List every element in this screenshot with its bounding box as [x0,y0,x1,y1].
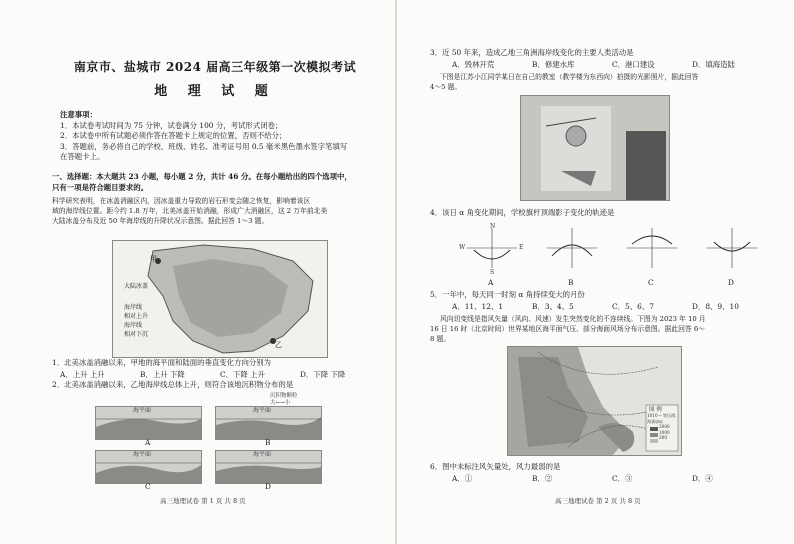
q2-figure-b-label: B [265,438,271,447]
notes-heading: 注意事项： [60,110,97,119]
q68-intro-line: 风向切变线是指风矢量（风向、风速）发生突然变化的不连续线。下图为 2023 年 10 月 [440,315,706,323]
section-intro [52,172,382,193]
note-item: 3．答题前，务必将自己的学校、班级、姓名、准考证号用 0.5 毫米黑色墨水签字笔填写 [60,141,348,151]
classroom-photo-svg [521,96,669,200]
q4-compass-options [452,220,772,278]
q4-option-a-label[interactable]: A [488,278,494,287]
map-legend-isobar: 1010 ─ 等压线 [647,413,676,418]
compass-s-a: S [490,269,495,276]
compass-n-a: N [490,223,496,230]
q6-option-c[interactable]: C．③ [612,474,633,483]
q6-option-d[interactable]: D．④ [692,474,713,483]
map-legend [124,282,174,339]
page-fold [395,0,397,544]
q4-option-b-diagram[interactable] [547,228,597,268]
question-1: 1．北美冰盖消融以来，甲地的海平面和陆面的垂直变化方向分别为 [52,358,272,367]
q68-intro-line: 16 日 16 时（北京时间）世界某地区海平面气压、部分海面风场分布示意图。据此回答 6～ [430,325,705,333]
question-4: 4．该日 α 角变化期间，学校旗杆顶端影子变化的轨迹是 [430,208,615,217]
q1-option-a[interactable]: A．上升 上升 [60,370,105,379]
sediment-legend [270,393,330,407]
q45-intro-line: 4～5 题。 [430,83,462,91]
sediment-legend-title: 沉积物颗粒 [270,393,298,399]
map-legend-title: 图 例 [649,407,662,413]
compass-e-a: E [519,244,524,251]
subject-title: 地 理 试 题 [154,84,276,99]
passage-line: 大陆冰盖分布及近 50 年海岸线的升降状况示意图。据此回答 1～3 题。 [52,217,269,225]
map-legend-items [647,413,675,441]
q2-figure-d-caption: 海平面 [253,451,272,458]
note-item: 1．本试卷考试时间为 75 分钟，试卷满分 100 分，考试形式闭卷； [60,120,283,130]
legend-ice-sheet: 大陆冰盖 [124,283,149,290]
map-legend-2000: 2000 [659,424,670,430]
q2-figure-a-label: A [145,438,151,447]
compass-w-a: W [459,244,466,251]
legend-coast-down-b: 相对下沉 [124,331,149,338]
passage-line: 科学研究表明，在冰盖消融区内，因冰盖重力导致的岩石形变会随之恢复，影响着该区 [52,197,311,205]
q3-option-c[interactable]: C．港口建设 [612,60,655,69]
q2-figure-b-caption: 海平面 [253,407,272,414]
q45-intro-line: 下图是江苏小江同学某日在自己的教室（教学楼为东西向）拍摄的光影照片，据此回答 [440,73,699,81]
legend-coast-up-a: 海岸线 [124,304,143,311]
q4-option-c-label[interactable]: C [648,278,654,287]
passage [52,196,382,226]
q3-option-d[interactable]: D．填海造陆 [692,60,735,69]
q6-option-a[interactable]: A．① [452,474,473,483]
q3-option-b[interactable]: B．修建水库 [532,60,575,69]
page-footer-right: 高三地理试卷 第 2 页 共 8 页 [555,497,641,505]
question-3: 3．近 50 年来，造成乙地三角洲海岸线变化的主要人类活动是 [430,48,634,57]
legend-coast-up-b: 相对上升 [124,313,149,320]
q2-figure-c-caption: 海平面 [133,451,152,458]
q1-option-d[interactable]: D．下降 下降 [300,370,346,379]
q4-option-b-label[interactable]: B [568,278,574,287]
q6-option-b[interactable]: B．② [532,474,553,483]
blackboard [626,131,666,200]
map-legend-elevation: 海拔(m) [647,418,663,424]
q2-figure-d-label: D [265,482,271,491]
q45-intro [430,72,780,92]
q4-option-a-diagram[interactable] [467,228,517,268]
q1-option-c[interactable]: C．下降 上升 [220,370,265,379]
q1-option-b[interactable]: B．上升 下降 [140,370,185,379]
q2-figure-c-label: C [145,482,151,491]
question-2: 2．北美冰盖消融以来，乙地海岸线总体上升，则符合该地沉积物分布的是 [52,380,294,389]
section-intro-line: 只有一项是符合题目要求的。 [52,182,149,192]
exam-title: 南京市、盐城市 2024 届高三年级第一次模拟考试 [73,60,357,74]
label-jia: 甲 [150,255,157,263]
q5-option-a[interactable]: A．11、12、1 [452,302,504,311]
note-item: 在答题卡上。 [60,152,105,162]
label-yi: 乙 [275,341,282,349]
q4-option-d-diagram[interactable] [707,228,757,268]
question-6: 6．图中未标注风矢量处，风力最弱的是 [430,462,561,471]
q5-option-c[interactable]: C．5、6、7 [612,302,654,311]
q2-figure-a-caption: 海平面 [133,407,152,414]
map-legend-1000: 1000 [659,429,670,435]
section-intro-line: 一、选择题：本大题共 23 小题，每小题 2 分，共计 46 分。在每小题给出的四个选项中， [52,172,352,181]
q4-option-c-diagram[interactable] [627,228,677,268]
notes [60,110,380,163]
q5-option-d[interactable]: D．8、9、10 [692,302,739,311]
q3-option-a[interactable]: A．毁林开荒 [452,60,495,69]
map-legend-200: 200 [659,435,667,441]
q4-option-d-label[interactable]: D [728,278,734,287]
sediment-legend-scale: 大←→小 [270,400,291,406]
classroom-photo [520,95,670,201]
legend-coast-down-a: 海岸线 [124,322,143,329]
note-item: 2．本试卷中所有试题必须作答在答题卡上规定的位置，否则不给分； [60,131,287,141]
question-5: 5．一年中，每天同一时刻 α 角持续变大的月份 [430,290,585,299]
q5-option-b[interactable]: B．3、4、5 [532,302,574,311]
page-footer-left: 高三地理试卷 第 1 页 共 8 页 [160,497,246,505]
q68-intro-line: 8 题。 [430,335,451,343]
passage-line: 域的海岸线位置。距今约 1.8 万年，北美冰盖开始消融，形成广大消融区，这 2 万年前北美 [52,207,328,215]
q68-intro [430,314,780,344]
